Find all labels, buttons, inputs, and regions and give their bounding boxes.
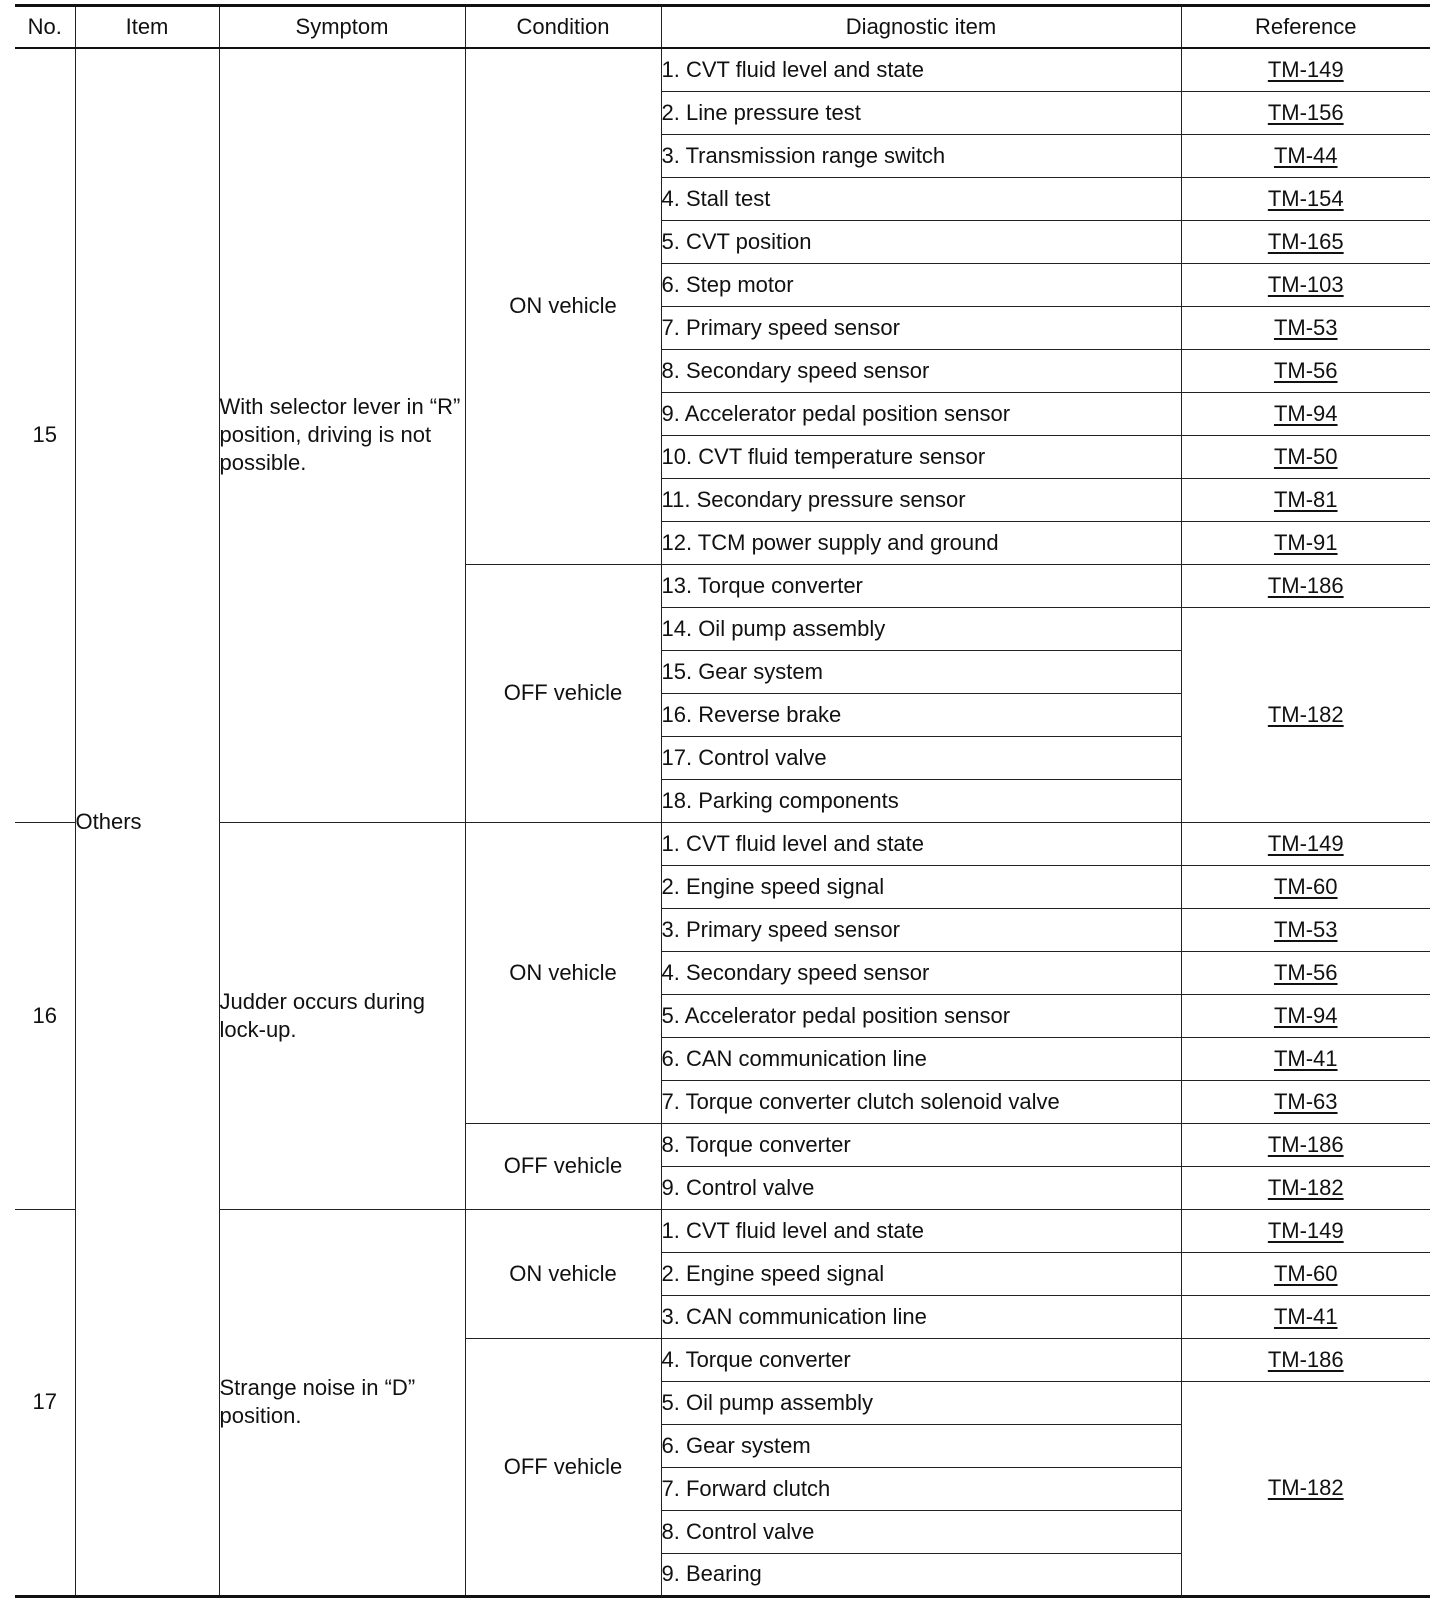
cell-symptom: Strange noise in “D” position. [219, 1209, 465, 1596]
cell-condition: ON vehicle [465, 1209, 661, 1338]
cell-diagnostic-item: 5. Accelerator pedal position sensor [661, 994, 1181, 1037]
cell-symptom: Judder occurs during lock-up. [219, 822, 465, 1209]
cell-diagnostic-item: 2. Engine speed signal [661, 865, 1181, 908]
diagnosis-table [15, 4, 1430, 1598]
cell-reference [1181, 908, 1430, 951]
cell-diagnostic-item: 8. Secondary speed sensor [661, 349, 1181, 392]
cell-diagnostic-item: 5. Oil pump assembly [661, 1381, 1181, 1424]
cell-diagnostic-item: 9. Control valve [661, 1166, 1181, 1209]
header-reference: Reference [1181, 6, 1430, 49]
cell-reference [1181, 349, 1430, 392]
cell-reference [1181, 1338, 1430, 1381]
reference-link[interactable]: TM-149 [1267, 56, 1344, 82]
reference-link[interactable]: TM-186 [1267, 1346, 1344, 1372]
cell-reference [1181, 1381, 1430, 1596]
reference-link[interactable]: TM-103 [1267, 271, 1344, 297]
cell-reference [1181, 220, 1430, 263]
cell-reference [1181, 607, 1430, 822]
cell-diagnostic-item: 13. Torque converter [661, 564, 1181, 607]
reference-link[interactable]: TM-149 [1267, 830, 1344, 856]
reference-link[interactable]: TM-44 [1273, 142, 1338, 168]
cell-condition: OFF vehicle [465, 564, 661, 822]
reference-link[interactable]: TM-60 [1273, 1260, 1338, 1286]
cell-diagnostic-item: 4. Stall test [661, 177, 1181, 220]
cell-diagnostic-item: 9. Bearing [661, 1553, 1181, 1596]
reference-link[interactable]: TM-156 [1267, 99, 1344, 125]
cell-number: 17 [15, 1209, 75, 1596]
table-row [15, 1209, 1430, 1252]
cell-reference [1181, 48, 1430, 91]
table-row [15, 822, 1430, 865]
cell-diagnostic-item: 11. Secondary pressure sensor [661, 478, 1181, 521]
cell-reference [1181, 306, 1430, 349]
cell-diagnostic-item: 1. CVT fluid level and state [661, 822, 1181, 865]
cell-diagnostic-item: 3. Transmission range switch [661, 134, 1181, 177]
reference-link[interactable]: TM-182 [1267, 1174, 1344, 1200]
cell-diagnostic-item: 1. CVT fluid level and state [661, 48, 1181, 91]
cell-reference [1181, 435, 1430, 478]
cell-diagnostic-item: 3. Primary speed sensor [661, 908, 1181, 951]
cell-diagnostic-item: 4. Torque converter [661, 1338, 1181, 1381]
cell-diagnostic-item: 14. Oil pump assembly [661, 607, 1181, 650]
cell-reference [1181, 822, 1430, 865]
cell-diagnostic-item: 17. Control valve [661, 736, 1181, 779]
cell-condition: OFF vehicle [465, 1123, 661, 1209]
cell-diagnostic-item: 4. Secondary speed sensor [661, 951, 1181, 994]
cell-diagnostic-item: 7. Primary speed sensor [661, 306, 1181, 349]
cell-diagnostic-item: 7. Forward clutch [661, 1467, 1181, 1510]
reference-link[interactable]: TM-81 [1273, 486, 1338, 512]
cell-item: Others [75, 48, 219, 1596]
cell-reference [1181, 564, 1430, 607]
reference-link[interactable]: TM-182 [1267, 701, 1344, 727]
cell-diagnostic-item: 10. CVT fluid temperature sensor [661, 435, 1181, 478]
cell-diagnostic-item: 2. Line pressure test [661, 91, 1181, 134]
cell-reference [1181, 1252, 1430, 1295]
cell-diagnostic-item: 18. Parking components [661, 779, 1181, 822]
cell-diagnostic-item: 3. CAN communication line [661, 1295, 1181, 1338]
cell-diagnostic-item: 12. TCM power supply and ground [661, 521, 1181, 564]
reference-link[interactable]: TM-186 [1267, 572, 1344, 598]
reference-link[interactable]: TM-94 [1273, 1002, 1338, 1028]
cell-condition: ON vehicle [465, 822, 661, 1123]
reference-link[interactable]: TM-56 [1273, 357, 1338, 383]
cell-reference [1181, 263, 1430, 306]
cell-diagnostic-item: 5. CVT position [661, 220, 1181, 263]
cell-reference [1181, 177, 1430, 220]
header-diagnostic-item: Diagnostic item [661, 6, 1181, 49]
cell-reference [1181, 478, 1430, 521]
header-no: No. [15, 6, 75, 49]
cell-condition: OFF vehicle [465, 1338, 661, 1596]
cell-number: 15 [15, 48, 75, 822]
cell-condition: ON vehicle [465, 48, 661, 564]
reference-link[interactable]: TM-94 [1273, 400, 1338, 426]
reference-link[interactable]: TM-41 [1273, 1303, 1338, 1329]
reference-link[interactable]: TM-41 [1273, 1045, 1338, 1071]
reference-link[interactable]: TM-56 [1273, 959, 1338, 985]
reference-link[interactable]: TM-50 [1273, 443, 1338, 469]
cell-number: 16 [15, 822, 75, 1209]
reference-link[interactable]: TM-63 [1273, 1088, 1338, 1114]
reference-link[interactable]: TM-154 [1267, 185, 1344, 211]
table-row [15, 48, 1430, 91]
cell-diagnostic-item: 16. Reverse brake [661, 693, 1181, 736]
cell-reference [1181, 91, 1430, 134]
header-row [15, 6, 1430, 49]
header-symptom: Symptom [219, 6, 465, 49]
cell-reference [1181, 865, 1430, 908]
reference-link[interactable]: TM-91 [1273, 529, 1338, 555]
cell-diagnostic-item: 1. CVT fluid level and state [661, 1209, 1181, 1252]
cell-diagnostic-item: 9. Accelerator pedal position sensor [661, 392, 1181, 435]
reference-link[interactable]: TM-53 [1273, 916, 1338, 942]
cell-diagnostic-item: 15. Gear system [661, 650, 1181, 693]
cell-reference [1181, 1295, 1430, 1338]
header-item: Item [75, 6, 219, 49]
cell-reference [1181, 1080, 1430, 1123]
cell-diagnostic-item: 8. Torque converter [661, 1123, 1181, 1166]
cell-reference [1181, 951, 1430, 994]
reference-link[interactable]: TM-53 [1273, 314, 1338, 340]
cell-diagnostic-item: 6. CAN communication line [661, 1037, 1181, 1080]
reference-link[interactable]: TM-165 [1267, 228, 1344, 254]
cell-reference [1181, 392, 1430, 435]
cell-diagnostic-item: 2. Engine speed signal [661, 1252, 1181, 1295]
cell-reference [1181, 1209, 1430, 1252]
cell-symptom: With selector lever in “R” position, driving is not possible. [219, 48, 465, 822]
cell-reference [1181, 1123, 1430, 1166]
cell-reference [1181, 521, 1430, 564]
reference-link[interactable]: TM-186 [1267, 1131, 1344, 1157]
cell-diagnostic-item: 6. Gear system [661, 1424, 1181, 1467]
cell-diagnostic-item: 8. Control valve [661, 1510, 1181, 1553]
cell-diagnostic-item: 6. Step motor [661, 263, 1181, 306]
header-condition: Condition [465, 6, 661, 49]
cell-reference [1181, 1037, 1430, 1080]
reference-link[interactable]: TM-60 [1273, 873, 1338, 899]
cell-reference [1181, 994, 1430, 1037]
table-body [15, 48, 1430, 1596]
cell-diagnostic-item: 7. Torque converter clutch solenoid valve [661, 1080, 1181, 1123]
reference-link[interactable]: TM-149 [1267, 1217, 1344, 1243]
reference-link[interactable]: TM-182 [1267, 1475, 1344, 1500]
cell-reference [1181, 134, 1430, 177]
cell-reference [1181, 1166, 1430, 1209]
